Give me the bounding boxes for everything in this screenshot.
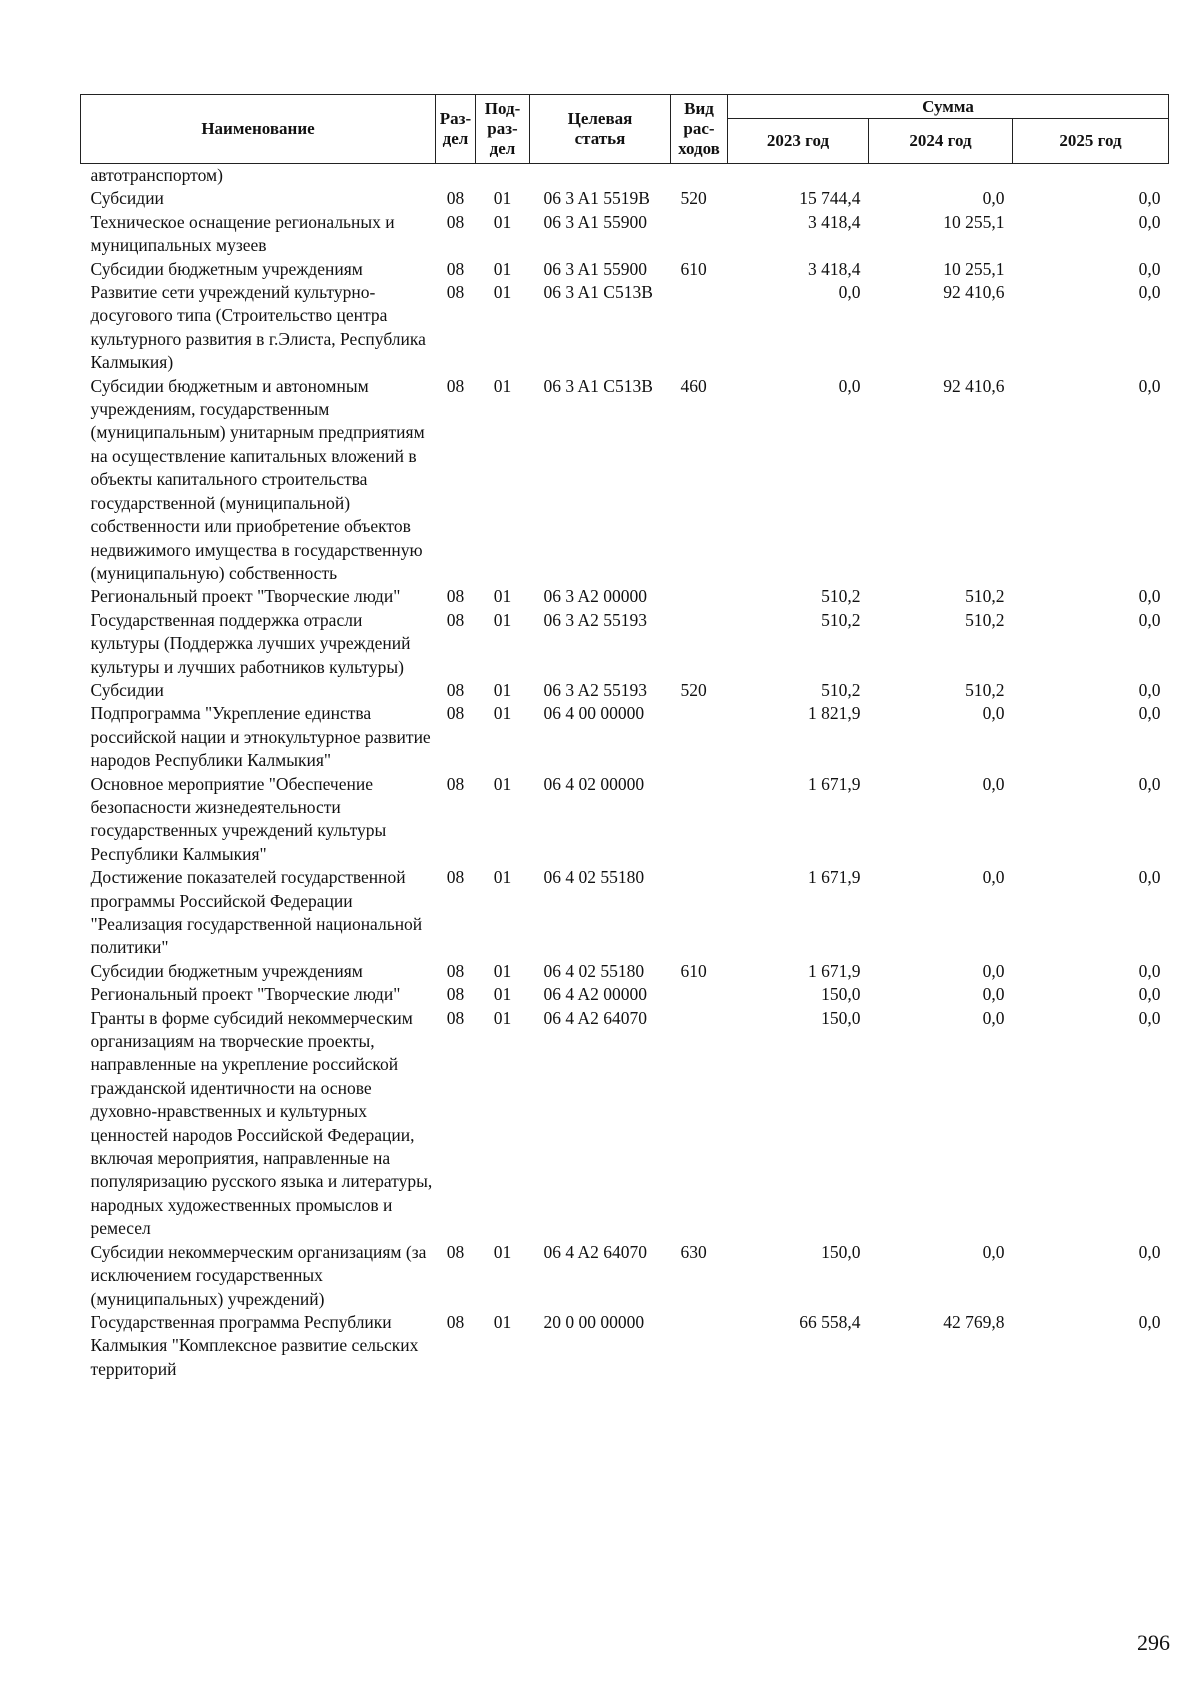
row-name: Субсидии некоммерческим организациям (за исключением государственных (муниципальных) учреждений) (90, 1241, 427, 1309)
row-sum-2025: 0,0 (1138, 984, 1161, 1005)
table-header (81, 95, 1169, 164)
row-sum-2025: 0,0 (1138, 773, 1161, 794)
row-podrazdel (476, 164, 530, 188)
row-razdel: 08 (446, 1311, 465, 1332)
row-sum-2025: 0,0 (1138, 703, 1161, 724)
row-sum-2023: 15 744,4 (799, 188, 861, 209)
row-podrazdel: 01 (493, 609, 512, 630)
table-row (81, 164, 1169, 188)
row-podrazdel: 01 (493, 1007, 512, 1028)
header-celevaya: Целевая статья (530, 95, 671, 164)
row-podrazdel: 01 (493, 1241, 512, 1262)
row-vid-rashodov (671, 585, 728, 608)
row-sum-2025: 0,0 (1138, 586, 1161, 607)
row-sum-2023: 150,0 (821, 984, 861, 1005)
row-vid-rashodov: 610 (680, 258, 707, 279)
row-razdel (436, 164, 476, 188)
row-razdel: 08 (446, 375, 465, 396)
row-celevaya-statya: 06 3 A1 55900 (543, 258, 648, 279)
row-sum-2023: 0,0 (838, 375, 861, 396)
row-sum-2024: 510,2 (965, 679, 1005, 700)
row-podrazdel: 01 (493, 703, 512, 724)
row-vid-rashodov: 460 (680, 375, 707, 396)
table-row (81, 187, 1169, 210)
row-celevaya-statya: 20 0 00 00000 (543, 1311, 645, 1332)
row-celevaya-statya: 06 3 A1 C513B (543, 282, 653, 303)
row-celevaya-statya: 06 3 A1 5519B (543, 188, 650, 209)
row-sum-2024: 42 769,8 (943, 1311, 1005, 1332)
row-sum-2024: 92 410,6 (943, 375, 1005, 396)
row-celevaya-statya: 06 4 A2 00000 (543, 984, 648, 1005)
row-celevaya-statya: 06 4 02 00000 (543, 773, 645, 794)
row-razdel: 08 (446, 258, 465, 279)
row-razdel: 08 (446, 773, 465, 794)
table-row (81, 585, 1169, 608)
row-vid-rashodov (671, 609, 728, 679)
row-razdel: 08 (446, 1241, 465, 1262)
row-sum-2025: 0,0 (1138, 282, 1161, 303)
table-row (81, 1311, 1169, 1381)
row-name: Развитие сети учреждений культурно-досугового типа (Строительство центра культурного развития в г.Элиста, Республика Калмыкия) (90, 282, 426, 373)
row-celevaya-statya: 06 4 02 55180 (543, 960, 645, 981)
row-podrazdel: 01 (493, 867, 512, 888)
row-vid-rashodov: 630 (680, 1241, 707, 1262)
row-vid-rashodov: 520 (680, 188, 707, 209)
row-vid-rashodov (671, 773, 728, 867)
row-vid-rashodov: 520 (680, 679, 707, 700)
row-sum-2024: 10 255,1 (943, 258, 1005, 279)
row-sum-2024: 510,2 (965, 586, 1005, 607)
table-row (81, 375, 1169, 586)
row-sum-2024: 10 255,1 (943, 211, 1005, 232)
table-row (81, 773, 1169, 867)
row-name: Достижение показателей государственной программы Российской Федерации "Реализация государственной национальной политики" (90, 867, 423, 958)
row-sum-2025: 0,0 (1138, 258, 1161, 279)
row-celevaya-statya: 06 3 A2 55193 (543, 679, 648, 700)
row-sum-2023: 66 558,4 (799, 1311, 861, 1332)
table-body (81, 164, 1169, 1382)
header-summa: Сумма (728, 95, 1169, 119)
row-podrazdel: 01 (493, 960, 512, 981)
row-sum-2025: 0,0 (1138, 188, 1161, 209)
row-name: Подпрограмма "Укрепление единства российской нации и этнокультурное развитие народов Республики Калмыкия" (90, 703, 431, 771)
table-row (81, 211, 1169, 258)
row-razdel: 08 (446, 586, 465, 607)
row-sum-2024: 0,0 (982, 703, 1005, 724)
table-row (81, 281, 1169, 375)
row-sum-2025: 0,0 (1138, 1241, 1161, 1262)
row-name: Техническое оснащение региональных и муниципальных музеев (90, 211, 395, 256)
row-sum-2024: 92 410,6 (943, 282, 1005, 303)
row-sum-2024: 0,0 (982, 1241, 1005, 1262)
row-sum-2024: 0,0 (982, 188, 1005, 209)
header-razdel: Раз- дел (436, 95, 476, 164)
row-razdel: 08 (446, 984, 465, 1005)
row-name: Субсидии бюджетным и автономным учреждениям, государственным (муниципальным) унитарным предприятиям на осуществление капитальных вложений в объекты капитального строительства государственной (муниципальной) собственности или приобретение объектов недвижимого имущества в государственную (муниципальную) собственность (90, 375, 425, 583)
header-podrazdel: Под- раз- дел (476, 95, 530, 164)
row-vid-rashodov (671, 164, 728, 188)
row-celevaya-statya: 06 3 A1 55900 (543, 211, 648, 232)
row-sum-2024: 0,0 (982, 773, 1005, 794)
row-name: Региональный проект "Творческие люди" (90, 984, 401, 1005)
row-sum-2023: 510,2 (821, 679, 861, 700)
row-name: Субсидии (90, 679, 164, 700)
table-row (81, 983, 1169, 1006)
row-name: Субсидии бюджетным учреждениям (90, 258, 363, 279)
row-razdel: 08 (446, 609, 465, 630)
header-vid: Вид рас- ходов (671, 95, 728, 164)
row-razdel: 08 (446, 282, 465, 303)
row-name: автотранспортом) (90, 165, 223, 185)
header-2023: 2023 год (728, 119, 869, 164)
row-podrazdel: 01 (493, 282, 512, 303)
row-sum-2024: 0,0 (982, 960, 1005, 981)
row-sum-2025: 0,0 (1138, 679, 1161, 700)
header-2024: 2024 год (869, 119, 1013, 164)
row-sum-2023: 3 418,4 (808, 258, 861, 279)
row-podrazdel: 01 (493, 258, 512, 279)
row-sum-2023: 0,0 (838, 282, 861, 303)
row-sum-2023: 1 821,9 (808, 703, 861, 724)
row-razdel: 08 (446, 188, 465, 209)
row-celevaya-statya: 06 3 A1 C513B (543, 375, 653, 396)
row-sum-2023: 3 418,4 (808, 211, 861, 232)
row-vid-rashodov (671, 211, 728, 258)
table-row (81, 1007, 1169, 1241)
row-vid-rashodov (671, 1311, 728, 1381)
row-sum-2024: 0,0 (982, 867, 1005, 888)
row-podrazdel: 01 (493, 679, 512, 700)
row-sum-2025: 0,0 (1138, 375, 1161, 396)
row-vid-rashodov: 610 (680, 960, 707, 981)
row-name: Государственная поддержка отрасли культуры (Поддержка лучших учреждений культуры и лучших работников культуры) (90, 609, 411, 677)
row-sum-2023: 510,2 (821, 609, 861, 630)
row-razdel: 08 (446, 679, 465, 700)
row-sum-2025: 0,0 (1138, 609, 1161, 630)
header-2025: 2025 год (1013, 119, 1169, 164)
row-vid-rashodov (671, 866, 728, 960)
header-name: Наименование (81, 95, 436, 164)
row-sum-2025: 0,0 (1138, 211, 1161, 232)
row-vid-rashodov (671, 281, 728, 375)
row-razdel: 08 (446, 211, 465, 232)
row-vid-rashodov (671, 1007, 728, 1241)
row-sum-2024: 0,0 (982, 1007, 1005, 1028)
table-row (81, 258, 1169, 281)
row-name: Государственная программа Республики Калмыкия "Комплексное развитие сельских территорий (90, 1311, 419, 1379)
row-name: Субсидии (90, 188, 164, 209)
row-sum-2025: 0,0 (1138, 1311, 1161, 1332)
page-number: 296 (1137, 1630, 1170, 1655)
row-celevaya-statya: 06 3 A2 55193 (543, 609, 648, 630)
row-celevaya-statya: 06 4 00 00000 (543, 703, 645, 724)
row-sum-2023: 150,0 (821, 1007, 861, 1028)
row-name: Гранты в форме субсидий некоммерческим организациям на творческие проекты, направленные на укрепление российской гражданской идентичности на основе духовно-нравственных и культурных ценностей народов Российской Федерации, включая мероприятия, направленные на популяризацию русского языка и литературы, народных художественных промыслов и ремесел (90, 1007, 433, 1239)
row-podrazdel: 01 (493, 984, 512, 1005)
row-podrazdel: 01 (493, 188, 512, 209)
row-podrazdel: 01 (493, 211, 512, 232)
row-celevaya-statya: 06 3 A2 00000 (543, 586, 648, 607)
row-razdel: 08 (446, 703, 465, 724)
row-sum-2023: 1 671,9 (808, 773, 861, 794)
budget-table (80, 94, 1169, 1381)
table-row (81, 960, 1169, 983)
row-razdel: 08 (446, 1007, 465, 1028)
row-podrazdel: 01 (493, 586, 512, 607)
row-podrazdel: 01 (493, 773, 512, 794)
row-podrazdel: 01 (493, 375, 512, 396)
row-sum-2025 (1013, 164, 1169, 188)
row-vid-rashodov (671, 983, 728, 1006)
row-razdel: 08 (446, 867, 465, 888)
row-celevaya-statya: 06 4 A2 64070 (543, 1241, 648, 1262)
row-sum-2023: 150,0 (821, 1241, 861, 1262)
row-podrazdel: 01 (493, 1311, 512, 1332)
row-sum-2023: 1 671,9 (808, 867, 861, 888)
row-sum-2025: 0,0 (1138, 867, 1161, 888)
table-row (81, 679, 1169, 702)
row-sum-2024: 510,2 (965, 609, 1005, 630)
row-sum-2024: 0,0 (982, 984, 1005, 1005)
budget-table-sheet (80, 94, 1168, 1381)
table-row (81, 702, 1169, 772)
row-name: Основное мероприятие "Обеспечение безопасности жизнедеятельности государственных учреждений культуры Республики Калмыкия" (90, 773, 387, 864)
table-row (81, 866, 1169, 960)
row-name: Субсидии бюджетным учреждениям (90, 960, 363, 981)
row-sum-2023: 510,2 (821, 586, 861, 607)
row-sum-2023 (728, 164, 869, 188)
row-celevaya-statya: 06 4 02 55180 (543, 867, 645, 888)
row-razdel: 08 (446, 960, 465, 981)
row-name: Региональный проект "Творческие люди" (90, 586, 401, 607)
row-celevaya-statya: 06 4 A2 64070 (543, 1007, 648, 1028)
table-row (81, 609, 1169, 679)
row-sum-2025: 0,0 (1138, 1007, 1161, 1028)
row-sum-2024 (869, 164, 1013, 188)
table-row (81, 1241, 1169, 1311)
row-sum-2025: 0,0 (1138, 960, 1161, 981)
row-vid-rashodov (671, 702, 728, 772)
row-celevaya-statya (530, 164, 671, 188)
row-sum-2023: 1 671,9 (808, 960, 861, 981)
